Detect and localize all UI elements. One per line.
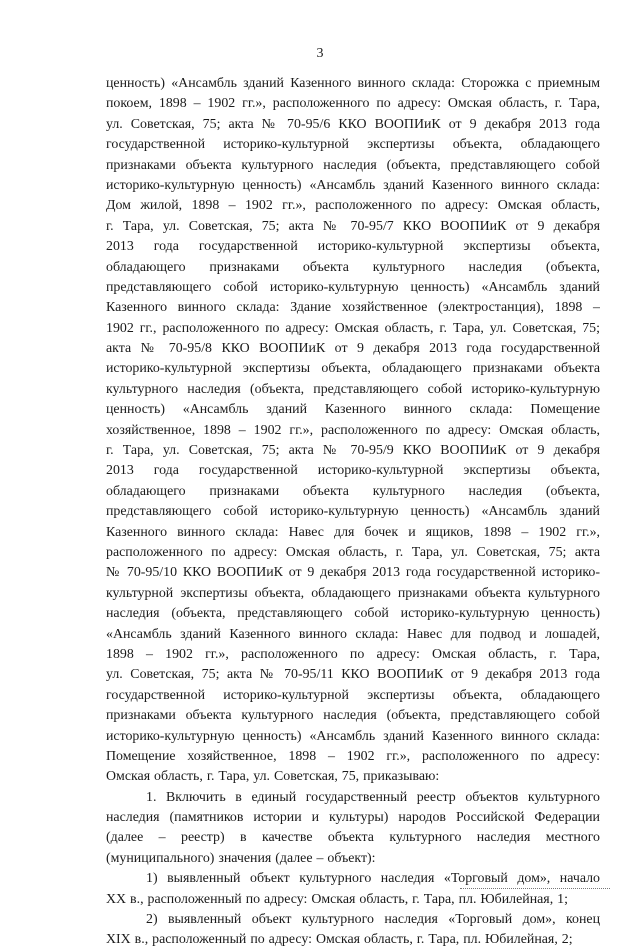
text-line: покоем, 1898 – 1902 гг.», расположенного по адресу: Омская область, г. Тара, <box>106 96 600 112</box>
text-line: XX в., расположенный по адресу: Омская область, г. Тара, пл. Юбилейная, 1; <box>106 891 568 907</box>
text-line: признаками объекта культурного наследия (объекта, представляющего собой <box>106 157 600 173</box>
text-line: историко-культурную ценность) «Ансамбль зданий Казенного винного склада: <box>106 728 600 744</box>
text-line: акта № 70-95/8 ККО ВООПИиК от 9 декабря 2013 года государственной <box>106 341 600 357</box>
text-line: (муниципального) значения (далее – объект): <box>106 850 376 866</box>
text-line: XIX в., расположенный по адресу: Омская область, г. Тара, пл. Юбилейная, 2; <box>106 932 573 948</box>
text-line: «Ансамбль зданий Казенного винного склада: Навес для подвод и лошадей, <box>106 626 600 642</box>
text-line: 2013 года государственной историко-культурной экспертизы объекта, <box>106 239 600 255</box>
footer-dotted-line <box>460 888 610 889</box>
text-line: Казенного винного склада: Здание хозяйственное (электростанция), 1898 – <box>106 300 600 316</box>
document-body <box>106 74 600 951</box>
text-line: признаками объекта культурного наследия (объекта, представляющего собой <box>106 708 600 724</box>
text-line: государственной историко-культурной экспертизы объекта, обладающего <box>106 137 600 153</box>
text-line: представляющего собой историко-культурную ценность) «Ансамбль зданий <box>106 504 600 520</box>
text-line: ул. Советская, 75; акта № 70-95/6 ККО ВООПИиК от 9 декабря 2013 года <box>106 116 600 132</box>
text-line: наследия (памятников истории и культуры) народов Российской Федерации <box>106 810 600 826</box>
text-line: представляющего собой историко-культурную ценность) «Ансамбль зданий <box>106 279 600 295</box>
text-line: Казенного винного склада: Навес для бочек и ящиков, 1898 – 1902 гг.», <box>106 524 600 540</box>
text-line: Помещение хозяйственное, 1898 – 1902 гг.», расположенного по адресу: <box>106 748 600 764</box>
text-line: № 70-95/10 ККО ВООПИиК от 9 декабря 2013 года государственной историко- <box>106 565 600 581</box>
text-line: 1902 гг., расположенного по адресу: Омская область, г. Тара, ул. Советская, 75; <box>106 320 600 336</box>
text-line: г. Тара, ул. Советская, 75; акта № 70-95/9 ККО ВООПИиК от 9 декабря <box>106 443 600 459</box>
text-line: обладающего признаками объекта культурного наследия (объекта, <box>106 483 600 499</box>
text-line: 1898 – 1902 гг.», расположенного по адресу: Омская область, г. Тара, <box>106 646 600 662</box>
text-line: расположенного по адресу: Омская область, г. Тара, ул. Советская, 75; акта <box>106 544 600 560</box>
text-line: Омская область, г. Тара, ул. Советская, 75, приказываю: <box>106 769 440 785</box>
text-line: ул. Советская, 75; акта № 70-95/11 ККО ВООПИиК от 9 декабря 2013 года <box>106 667 600 683</box>
text-line: ценность) «Ансамбль зданий Казенного винного склада: Помещение <box>106 402 600 418</box>
text-line: (далее – реестр) в качестве объекта культурного наследия местного <box>106 830 600 846</box>
text-line: историко-культурной экспертизы объекта, обладающего признаками объекта <box>106 361 600 377</box>
text-line: Дом жилой, 1898 – 1902 гг.», расположенного по адресу: Омская область, <box>106 198 600 214</box>
text-line: культурного наследия (объекта, представляющего собой историко-культурную <box>106 381 600 397</box>
text-line: 1. Включить в единый государственный реестр объектов культурного <box>146 789 600 805</box>
text-line: обладающего признаками объекта культурного наследия (объекта, <box>106 259 600 275</box>
text-line: наследия (объекта, представляющего собой историко-культурную ценность) <box>106 606 600 622</box>
text-line: государственной историко-культурной экспертизы объекта, обладающего <box>106 687 600 703</box>
text-line: 2) выявленный объект культурного наследия «Торговый дом», конец <box>146 912 600 928</box>
text-line: историко-культурную ценность) «Ансамбль зданий Казенного винного склада: <box>106 177 600 193</box>
text-line: 2013 года государственной историко-культурной экспертизы объекта, <box>106 463 600 479</box>
text-line: ценность) «Ансамбль зданий Казенного винного склада: Сторожка с приемным <box>106 76 600 91</box>
text-line: хозяйственное, 1898 – 1902 гг.», расположенного по адресу: Омская область, <box>106 422 600 438</box>
text-line: культурной экспертизы объекта, обладающего признаками объекта культурного <box>106 585 600 601</box>
text-line: 1) выявленный объект культурного наследия «Торговый дом», начало <box>146 871 600 887</box>
page-number: 3 <box>316 46 324 61</box>
text-line: г. Тара, ул. Советская, 75; акта № 70-95/7 ККО ВООПИиК от 9 декабря <box>106 218 600 234</box>
